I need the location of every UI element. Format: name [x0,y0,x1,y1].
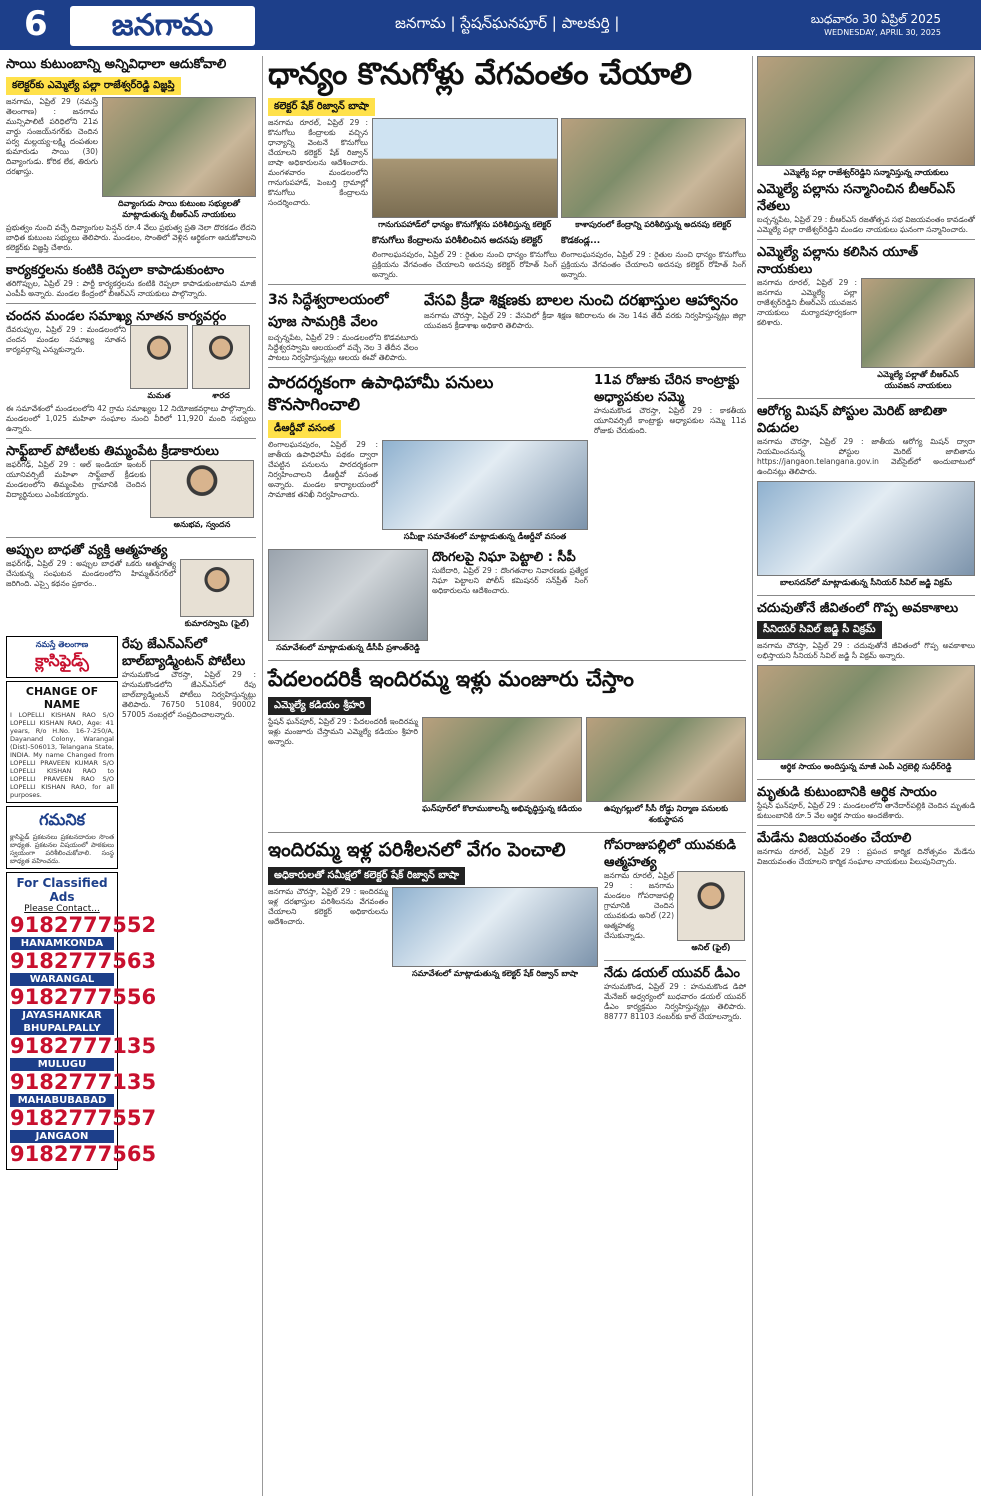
phone-city: JAYASHANKAR BHUPALPALLY [10,1009,114,1035]
story-photo [757,56,975,166]
story-body: జనగామ చౌరస్తా, ఏప్రిల్ 29 : జాతీయ ఆరోగ్య మిషన్ ద్వారా నియమించనున్న పోస్టుల మెరిట్ జాబితాను https://jangaon.telangana.gov.in వెబ్‌సైట్‌లో అందుబాటులో ఉంచినట్లు తెలిపారు. [757,437,975,476]
story-headline: ఇందిరమ్మ ఇళ్ల పరిశీలనలో వేగం పెంచాలి [268,839,566,861]
ad-body: I LOPELLI KISHAN RAO S/O LOPELLI KISHAN RAO, Age: 41 years, R/o H.No. 16-7-250/A, Dayanand Colony, Warangal (Dist)-506013, Telangana State, INDIA. My name Changed from LOPELLI PRAVEEN KUMAR S/O LOPELLI KISHAN RAO to LOPELLI PRAVEEN RAO S/O LOPELLI KISHAN RAO, for all purposes. [10,711,114,799]
brand-logo: జనగామ [70,6,255,46]
story-photo [268,549,428,641]
photo-caption: కాశాపురంలో కేంద్రాన్ని పరిశీలిస్తున్న అదనపు కలెక్టర్ [575,220,732,229]
lead-headline: ధాన్యం కొనుగోళ్లు వేగవంతం చేయాలి [268,57,693,92]
story-body: ఈ సమావేశంలో మండలంలోని 42 గ్రామ సమాఖ్యల 12 నియోజకవర్గాలు పాల్గొన్నారు. మండలంలో 1,025 మహిళా సంఘాల నుంచి వీరిలో 11,920 మంది సభ్యులు ఉన్నారు. [6,404,256,433]
story-photo [561,118,747,218]
story-body: జఫర్‌గఢ్, ఏప్రిల్ 29 : ఆల్ ఇండియా ఇంటర్ యూనివర్సిటీ మహిళా సాఫ్ట్‌బాల్ క్రీడలకు మండలంలోని తిమ్మంపేట గ్రామానికి చెందిన విద్యార్థినులు ఎంపికయ్యారు. [6,460,146,499]
story-headline: కార్యకర్తలను కంటికి రెప్పలా కాపాడుకుంటాం [6,263,225,278]
story-headline: రేపు జేఎన్‌ఎస్‌లో బాల్‌బ్యాడ్మింటన్ పోటీలు [122,637,246,669]
story-photo [757,481,975,576]
sub-kicker: కొనుగోలు కేంద్రాలను పరిశీలించిన అదనపు కలెక్టర్ [372,236,543,246]
story-photo [861,278,975,368]
masthead [0,0,981,50]
ad-title: CHANGE OF NAME [25,685,99,711]
story-photo [392,887,598,967]
story-headline: దొంగలపై నిఘా పెట్టాలి : సీపీ [432,550,576,565]
story-photo [422,717,582,802]
story-body: స్టేషన్ ఘన్‌పూర్, ఏప్రిల్ 29 : పేదలందరికీ ఇందిరమ్మ ఇళ్లు మంజూరు చేస్తామని ఎమ్మెల్యే కడియం శ్రీహరి అన్నారు. [268,717,418,746]
story-body: దేవరుప్పుల, ఏప్రిల్ 29 : మండలంలోని చందన మండల సమాఖ్య నూతన కార్యవర్గాన్ని ఎన్నుకున్నారు. [6,325,126,354]
photo-caption: ఆర్థిక సాయం అందిస్తున్న మాజీ ఎంపీ ఎర్రబెల్లి సుధీర్‌రెడ్డి [780,762,952,771]
portrait-photo [180,559,254,617]
classified-contacts [6,872,157,1170]
story-headline: గోపరాజుపల్లిలో యువకుడి ఆత్మహత్య [604,838,736,870]
photo-caption: ఎమ్మెల్యే పల్లాతో బీఆర్ఎస్ యువజన నాయకులు [877,370,959,390]
sub-kicker: కొడకండ్ల... [561,236,601,246]
phone-number: 9182777552 [10,913,157,937]
story-headline: చదువుతోనే జీవితంలో గొప్ప అవకాశాలు [757,601,959,616]
story-headline: పారదర్శకంగా ఉపాధిహామీ పనులు కొనసాగించాలి [268,373,494,415]
story-headline: 3న సిద్ధేశ్వరాలయంలో పూజ సామగ్రికి వేలం [268,292,389,330]
lead-kicker: కలెక్టర్ షేక్ రిజ్వాన్ బాషా [268,98,375,116]
story-photo [757,665,975,760]
story-headline: ఆరోగ్య మిషన్ పోస్టుల మెరిట్ జాబితా విడుదల [757,404,947,436]
story-body: హనుమకొండ చౌరస్తా, ఏప్రిల్ 29 : హనుమకొండలోని జేఎన్‌ఎస్‌లో రేపు బాల్‌బ్యాడ్మింటన్ పోటీలు నిర్వహిస్తున్నట్లు తెలిపారు. 76750 51084, 90002 57005 నంబర్లలో సంప్రదించాలన్నారు. [122,670,256,719]
photo-caption: ఉప్పుగల్లులో సీసీ రోడ్డు నిర్మాణ పనులకు శంకుస్థాపన [603,804,729,824]
portrait-photo [677,871,745,941]
story-body: జనగామ, ఏప్రిల్ 29 (నమస్తే తెలంగాణ) : జనగామ మున్సిపాలిటీ పరిధిలోని 21వ వార్డు సంజయ్‌నగర్‌కు చెందిన పర్వ మల్లయ్య-లక్ష్మి దంపతుల కుమారుడు సాయి (30) దివ్యాంగుడు. కోరిక లేక, తిరుగు దరఖాస్తు. [6,97,98,176]
phone-city: HANAMKONDA [10,937,114,950]
story-kicker: అధికారులతో సమీక్షలో కలెక్టర్ షేక్ రిజ్వాన్ బాషా [268,867,465,885]
classifieds-banner [6,636,118,678]
portrait-name: అనిల్ (ఫైల్) [691,943,731,952]
story-body: జనగామ రూరల్, ఏప్రిల్ 29 : జనగామ మండలం గోపరాజుపల్లి గ్రామానికి చెందిన యువకుడు అనిల్ (22) ఆత్మహత్య చేసుకున్నాడు. [604,871,674,940]
phone-number: 9182777135 [10,1034,157,1058]
story-headline: సాయి కుటుంబాన్ని అన్నివిధాలా ఆదుకోవాలి [6,57,227,72]
date-te: బుధవారం 30 ఏప్రిల్ 2025 [810,12,941,26]
photo-caption: బాలసదన్‌లో మాట్లాడుతున్న సీనియర్ సివిల్ జడ్జి విక్రమ్ [779,578,953,587]
story-headline: చందన మండల సమాఖ్య నూతన కార్యవర్గం [6,309,227,324]
photo-caption: సమావేశంలో మాట్లాడుతున్న డీసీపీ ప్రశాంత్‌రెడ్డి [276,643,420,652]
story-body: హనుమకొండ చౌరస్తా, ఏప్రిల్ 29 : కాకతీయ యూనివర్సిటీ కాంట్రాక్టు అధ్యాపకుల సమ్మె 11వ రోజుకు చేరుకుంది. [594,406,746,435]
story-body: జనగామ రూరల్, ఏప్రిల్ 29 : కొనుగోలు కేంద్రాలకు వచ్చిన ధాన్యాన్ని వెంటనే కొనుగోలు చేయాలని కలెక్టర్ షేక్ రిజ్వాన్ బాషా అధికారులను ఆదేశించారు. మంగళవారం మండలంలోని గానుగుపహాడ్, పెంబర్తి గ్రామాల్లో కొనుగోలు కేంద్రాలను సందర్శించారు. [268,118,368,207]
notice-box [6,806,118,869]
story-body: జనగామ రూరల్, ఏప్రిల్ 29 : జనగామ ఎమ్మెల్యే పల్లా రాజేశ్వర్‌రెడ్డిని బీఆర్ఎస్ యువజన నాయకులు మర్యాదపూర్వకంగా కలిశారు. [757,278,857,327]
phone-number: 9182777557 [10,1106,157,1130]
story-photo [382,440,588,530]
story-headline: ఎమ్మెల్యే పల్లాను కలిసిన యూత్ నాయకులు [757,245,918,277]
story-headline: సాఫ్ట్‌బాల్ పోటీలకు తిమ్మంపేట క్రీడాకారులు [6,444,219,459]
story-body: సుబేదారి, ఏప్రిల్ 29 : దొంగతనాల నివారణకు ప్రత్యేక నిఘా పెట్టాలని పోలీస్ కమిషనర్ సన్‌ప్రీత్ సింగ్ అధికారులను ఆదేశించారు. [432,566,588,595]
story-body: హనుమకొండ, ఏప్రిల్ 29 : హనుమకొండ డిపో మేనేజర్ అధ్వర్యంలో బుధవారం డయల్ యువర్ డీఎం కార్యక్రమం నిర్వహిస్తున్నట్లు తెలిపారు. 88777 81103 నంబర్‌కు కాల్ చేయాలన్నారు. [604,982,746,1021]
portrait-name: మమత [147,391,171,400]
change-of-name-ad [6,681,118,803]
portrait-name: కుమారస్వామి (ఫైల్) [184,619,250,628]
section-places: జనగామ | స్టేషన్‌ఘనపూర్ | పాలకుర్తి | [395,14,620,32]
story-photo [372,118,558,218]
phone-number: 9182777556 [10,985,157,1009]
phone-city: JANGAON [10,1130,114,1143]
portrait-photo [192,325,250,389]
issue-date [811,12,941,40]
phone-city: MULUGU [10,1058,114,1071]
photo-caption: సమావేశంలో మాట్లాడుతున్న కలెక్టర్ షేక్ రిజ్వాన్ బాషా [411,969,578,978]
story-body: లింగాలఘనపురం, ఏప్రిల్ 29 : రైతుల నుంచి ధాన్యం కొనుగోలు ప్రక్రియను వేగవంతం చేయాలని అదనపు కలెక్టర్ రోహిత్ సింగ్ అన్నారు. [561,250,746,279]
story-kicker: కలెక్టర్‌కు ఎమ్మెల్యే పల్లా రాజేశ్వర్‌రెడ్డి విజ్ఞప్తి [6,77,181,95]
story-headline: 11వ రోజుకు చేరిన కాంట్రాక్టు అధ్యాపకుల సమ్మె [594,373,740,405]
center-column [268,56,746,1022]
story-photo [586,717,746,802]
phone-number: 9182777563 [10,949,157,973]
story-body: జనగామ చౌరస్తా, ఏప్రిల్ 29 : చదువుతోనే జీవితంలో గొప్ప అవకాశాలు లభిస్తాయని సీనియర్ సివిల్ జడ్జి సీ విక్రమ్ అన్నారు. [757,641,975,660]
portrait-name: శారద [212,391,230,400]
page-number: 6 [24,4,48,44]
story-body: తరిగొప్పుల, ఏప్రిల్ 29 : పార్టీ కార్యకర్తలను కంటికి రెప్పలా కాపాడుకుంటామని మాజీ ఎంపీపీ అన్నారు. మండల కేంద్రంలో బీఆర్ఎస్ నాయకులు పాల్గొన్నారు. [6,279,256,298]
story-headline: పేదలందరికీ ఇందిరమ్మ ఇళ్లు మంజూరు చేస్తాం [268,667,634,691]
phone-city: MAHABUBABAD [10,1094,114,1107]
story-body: జనగామ చౌరస్తా, ఏప్రిల్ 29 : వేసవిలో క్రీడా శిక్షణ శిబిరాలను ఈ నెల 14వ తేదీ వరకు నిర్వహిస్తున్నట్లు జిల్లా యువజన క్రీడాశాఖ అధికారి తెలిపారు. [424,311,746,330]
portrait-photo [130,325,188,389]
story-body: జనగామ రూరల్, ఏప్రిల్ 29 : ప్రపంచ కార్మిక దినోత్సవం మేడేను విజయవంతం చేయాలని కార్మిక సంఘాల నాయకులు పిలుపునిచ్చారు. [757,847,975,866]
story-headline: నేడు డయల్ యువర్ డీఎం [604,966,740,981]
photo-caption: సమీక్షా సమావేశంలో మాట్లాడుతున్న డీఆర్డీవో వసంత [403,532,567,541]
photo-caption: అనుభవ, స్వందన [173,520,231,529]
phone-number: 9182777565 [10,1142,157,1166]
story-kicker: సీనియర్ సివిల్ జడ్జి సీ విక్రమ్ [757,621,882,639]
story-headline: మేడేను విజయవంతం చేయాలి [757,831,912,846]
left-column [6,56,256,1170]
story-body: ప్రభుత్వం నుంచి వచ్చే దివ్యాంగుల పెన్షన్ రూ.4 వేలు ప్రభుత్వ ప్రతి నెలా దొరకడం లేదని బాధిత కుటుంబ సభ్యులు తెలిపారు. మండలం, సొంతిలో వెళ్లిన ఆర్థికంగా ఆదుకోవాలని కలెక్టర్‌కు విజ్ఞప్తి చేశారు. [6,223,256,252]
story-photo [150,460,254,518]
photo-caption: గానుగుపహాడ్‌లో ధాన్యం కొనుగోళ్లను పరిశీలిస్తున్న కలెక్టర్ [378,220,552,229]
story-headline: వేసవి క్రీడా శిక్షణకు బాలల నుంచి దరఖాస్తుల ఆహ్వానం [424,291,738,309]
classifieds-logo: నమస్తే తెలంగాణ [35,640,89,649]
photo-caption: ఎమ్మెల్యే పల్లా రాజేశ్వర్‌రెడ్డిని సన్మానిస్తున్న నాయకులు [783,168,949,177]
story-headline: ఎమ్మెల్యే పల్లాను సన్మానించిన బీఆర్ఎస్ నేతలు [757,182,956,214]
story-photo [102,97,256,197]
date-en: WEDNESDAY, APRIL 30, 2025 [824,28,941,37]
ads-subtitle: Please Contact... [24,904,100,914]
photo-caption: ఘన్‌పూర్‌లో కొలాముకాలన్నీ అభివృద్ధిస్తున్న కడియం [422,804,582,813]
story-headline: మృతుడి కుటుంబానికి ఆర్థిక సాయం [757,785,937,800]
classifieds-title: క్లాసిఫైడ్స్ [35,651,89,670]
story-body: బచ్చన్నపేట, ఏప్రిల్ 29 : మండలంలోని కొడవటూరు సిద్ధేశ్వరస్వామి ఆలయంలో వచ్చే నెల 3 తేదీన వేలం పాటలు నిర్వహిస్తున్నట్లు ఆలయ ఈవో తెలిపారు. [268,333,418,362]
story-body: స్టేషన్ ఘన్‌పూర్, ఏప్రిల్ 29 : మండలంలోని తానేదార్‌పల్లికి చెందిన మృతుడి కుటుంబానికి రూ.5 వేల ఆర్థిక సాయం అందజేశారు. [757,801,975,820]
right-column [757,56,975,867]
story-body: జఫర్‌గఢ్, ఏప్రిల్ 29 : అప్పుల బాధతో ఒకరు ఆత్మహత్య చేసుకున్న సంఘటన మండలంలోని హిమ్మత్‌నగర్‌లో జరిగింది. ఎస్సై కథనం ప్రకారం.. [6,559,176,588]
story-kicker: ఎమ్మెల్యే కడియం శ్రీహరి [268,697,371,715]
story-body: బచ్చన్నపేట, ఏప్రిల్ 29 : బీఆర్ఎస్ రజతోత్సవ సభ విజయవంతం కావడంతో ఎమ్మెల్యే పల్లా రాజేశ్వర్‌రెడ్డిని మండల నాయకులు ఘనంగా సన్మానించారు. [757,215,975,234]
phone-number: 9182777135 [10,1070,157,1094]
photo-caption: దివ్యాంగుడు సాయి కుటుంబ సభ్యులతో మాట్లాడుతున్న బీఆర్ఎస్ నాయకులు [118,199,240,219]
story-body: లింగాలఘనపురం, ఏప్రిల్ 29 : జాతీయ ఉపాధిహామీ పథకం ద్వారా చేపట్టిన పనులను పారదర్శకంగా నిర్వహించాలని డీఆర్డీవో వసంత అన్నారు. మండల కార్యాలయంలో సామాజిక తనిఖీ నిర్వహించారు. [268,440,378,499]
story-kicker: డీఆర్డీవో వసంత [268,420,341,438]
story-headline: అప్పుల బాధతో వ్యక్తి ఆత్మహత్య [6,543,168,558]
story-body: జనగామ చౌరస్తా, ఏప్రిల్ 29 : ఇందిరమ్మ ఇళ్ల దరఖాస్తుల పరిశీలనను వేగవంతం చేయాలని కలెక్టర్ అధికారులను ఆదేశించారు. [268,887,388,926]
story-body: లింగాలఘనపురం, ఏప్రిల్ 29 : రైతుల నుంచి ధాన్యం కొనుగోలు ప్రక్రియను వేగవంతం చేయాలని అదనపు కలెక్టర్ రోహిత్ సింగ్ అన్నారు. [372,250,557,279]
ads-title: For Classified Ads [16,876,108,904]
notice-body: క్లాసిఫైడ్ ప్రకటనలు ప్రకటనదారుల సొంత బాధ్యత. ప్రకటనల విషయంలో పాఠకులు స్వయంగా పరిశీలించుకోవాలి. సంస్థ బాధ్యత వహించదు. [10,833,114,865]
notice-title: గమనిక [39,810,85,829]
phone-list [10,913,157,1166]
phone-city: WARANGAL [10,973,114,986]
